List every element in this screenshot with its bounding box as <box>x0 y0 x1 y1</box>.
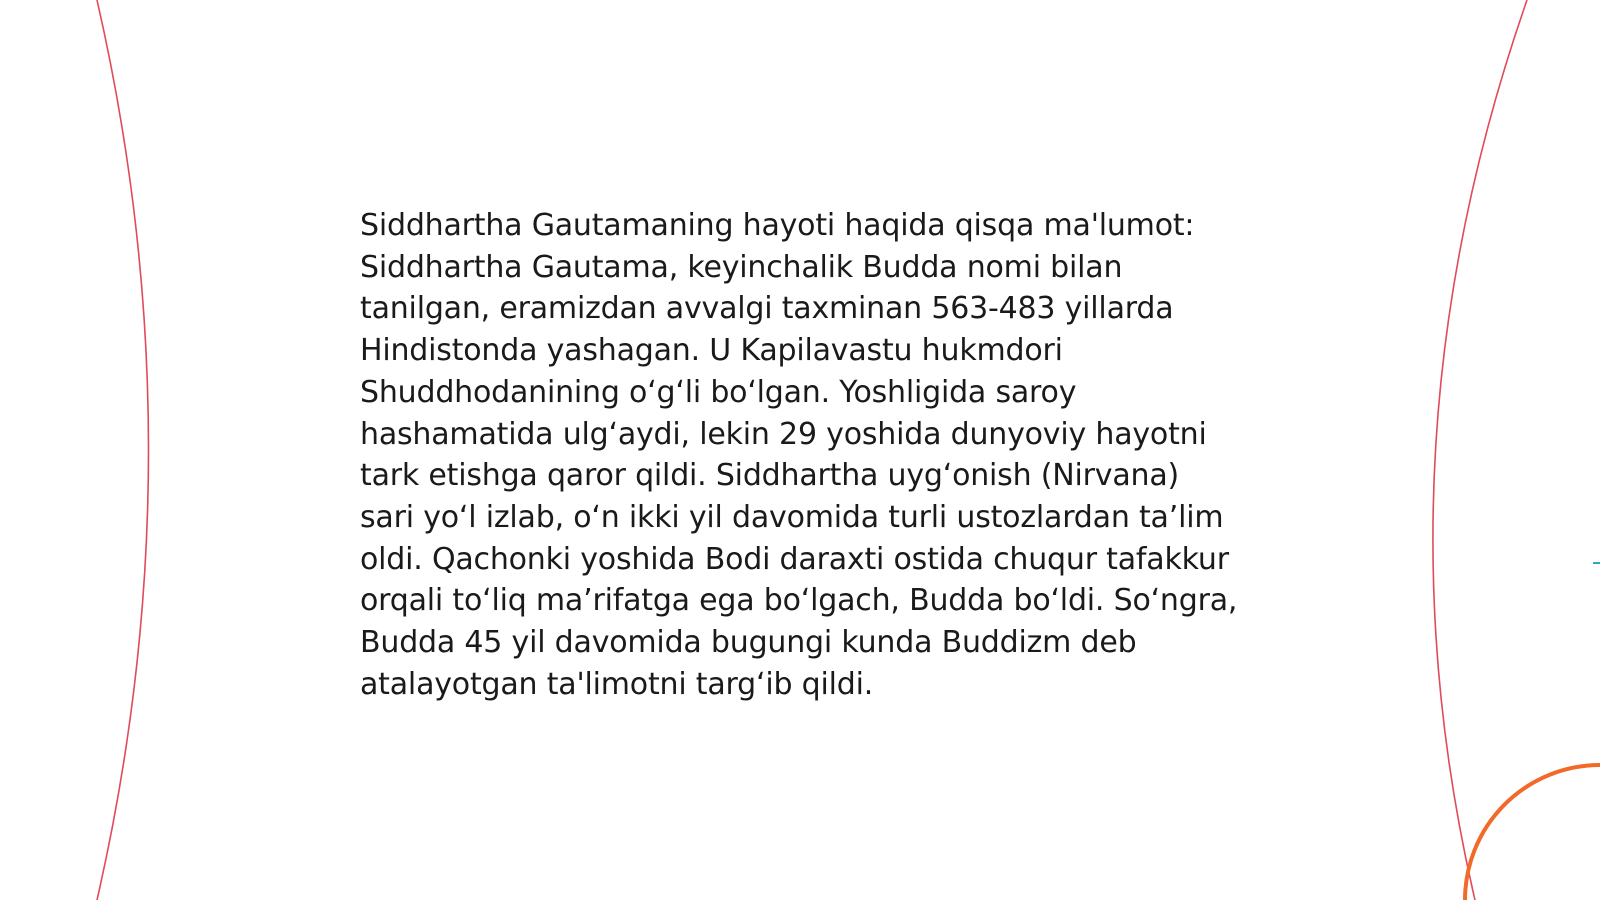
left-arc-decoration <box>97 0 149 900</box>
right-arc-decoration <box>1433 0 1527 900</box>
slide-body-text: Siddhartha Gautamaning hayoti haqida qisqa ma'lumot: Siddhartha Gautama, keyinchalik Budda nomi bilan tanilgan, eramizdan avvalgi taxminan 563-483 yillarda Hindistonda yashagan. U Kapilavastu hukmdori Shuddhodanining o‘g‘li bo‘lgan. Yoshligida saroy hashamatida ulg‘aydi, lekin 29 yoshida dunyoviy hayotni tark etishga qaror qildi. Siddhartha uyg‘onish (Nirvana) sari yo‘l izlab, o‘n ikki yil davomida turli ustozlardan ta’lim oldi. Qachonki yoshida Bodi daraxti ostida chuqur tafakkur orqali to‘liq ma’rifatga ega bo‘lgach, Budda bo‘ldi. So‘ngra, Budda 45 yil davomida bugungi kunda Buddizm deb atalayotgan ta'limotni targ‘ib qildi. <box>360 208 1238 702</box>
corner-circle-decoration <box>1465 765 1600 900</box>
